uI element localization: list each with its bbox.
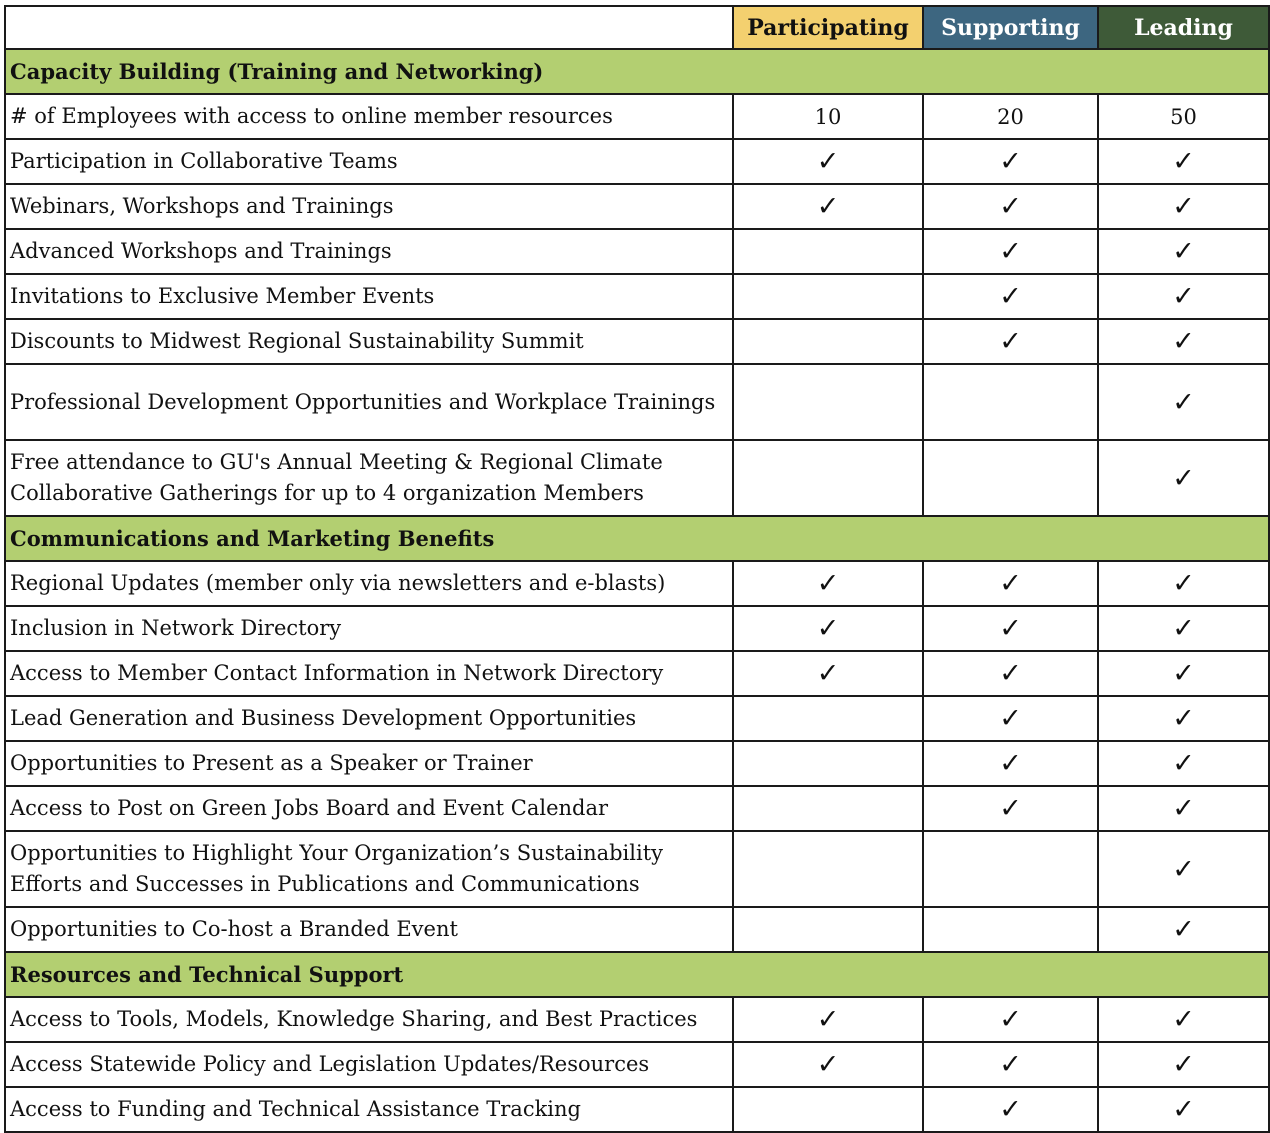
tier-header-row [5,6,1269,49]
header-blank-cell [5,6,733,49]
checkmark-icon: ✓ [816,191,840,222]
checkmark-icon: ✓ [999,326,1022,357]
benefit-label: Opportunities to Co-host a Branded Event [5,907,733,952]
checkmark-icon: ✓ [999,613,1022,644]
tier-cell-supporting [923,1087,1098,1132]
checkmark-icon: ✓ [1172,568,1195,599]
section-title: Communications and Marketing Benefits [5,516,1269,561]
checkmark-icon: ✓ [1172,462,1195,494]
tier-cell-leading [1098,696,1269,741]
checkmark-icon: ✓ [1172,236,1195,267]
benefit-row [5,561,1269,606]
checkmark-icon: ✓ [999,281,1022,312]
checkmark-icon: ✓ [1172,793,1195,824]
tier-cell-leading [1098,786,1269,831]
checkmark-icon: ✓ [816,1049,840,1080]
tier-cell-leading [1098,651,1269,696]
benefits-table-wrapper [4,5,1270,1133]
tier-cell-participating-empty [733,1087,923,1132]
checkmark-icon: ✓ [999,658,1022,689]
checkmark-icon: ✓ [999,568,1022,599]
benefit-label: Inclusion in Network Directory [5,606,733,651]
benefit-row [5,786,1269,831]
checkmark-icon: ✓ [999,146,1022,177]
tier-cell-leading [1098,274,1269,319]
checkmark-icon: ✓ [1172,1049,1195,1080]
tier-cell-supporting-value: 20 [923,94,1098,139]
section-header-row [5,49,1269,94]
benefit-label: Access to Member Contact Information in Network Directory [5,651,733,696]
benefit-row [5,364,1269,440]
checkmark-icon: ✓ [1172,386,1195,418]
benefit-label: Access to Tools, Models, Knowledge Sharing, and Best Practices [5,997,733,1042]
benefit-row [5,1087,1269,1132]
tier-cell-leading [1098,364,1269,440]
checkmark-icon: ✓ [1172,1004,1195,1035]
tier-cell-leading [1098,606,1269,651]
tier-cell-participating [733,606,923,651]
checkmark-icon: ✓ [816,568,840,599]
tier-cell-participating-empty [733,440,923,516]
checkmark-icon: ✓ [999,703,1022,734]
checkmark-icon: ✓ [999,191,1022,222]
tier-cell-supporting-empty [923,364,1098,440]
tier-cell-leading [1098,741,1269,786]
checkmark-icon: ✓ [999,793,1022,824]
tier-cell-participating-empty [733,907,923,952]
checkmark-icon: ✓ [816,613,840,644]
benefit-label: Discounts to Midwest Regional Sustainability Summit [5,319,733,364]
benefit-label: Opportunities to Highlight Your Organization’s Sustainability Efforts and Successes in Publications and Communications [5,831,733,907]
benefit-label: Lead Generation and Business Development Opportunities [5,696,733,741]
benefit-row [5,1042,1269,1087]
checkmark-icon: ✓ [1172,613,1195,644]
benefit-label: Access Statewide Policy and Legislation Updates/Resources [5,1042,733,1087]
benefit-label: Advanced Workshops and Trainings [5,229,733,274]
benefit-label: # of Employees with access to online member resources [5,94,733,139]
tier-cell-supporting [923,741,1098,786]
checkmark-icon: ✓ [816,146,840,177]
tier-cell-supporting [923,1042,1098,1087]
tier-cell-leading [1098,319,1269,364]
tier-cell-participating-value: 10 [733,94,923,139]
tier-cell-leading-value: 50 [1098,94,1269,139]
tier-cell-participating-empty [733,364,923,440]
benefits-table-body [5,49,1269,1132]
tier-cell-leading [1098,561,1269,606]
tier-cell-supporting [923,319,1098,364]
tier-cell-participating [733,184,923,229]
checkmark-icon: ✓ [1172,914,1195,945]
checkmark-icon: ✓ [1172,703,1195,734]
benefit-row [5,741,1269,786]
checkmark-icon: ✓ [1172,191,1195,222]
tier-cell-leading [1098,229,1269,274]
tier-cell-participating-empty [733,831,923,907]
tier-cell-participating-empty [733,741,923,786]
tier-cell-participating-empty [733,696,923,741]
tier-cell-supporting [923,786,1098,831]
benefit-row [5,997,1269,1042]
benefit-label: Free attendance to GU's Annual Meeting & Regional Climate Collaborative Gatherings for up to 4 organization Members [5,440,733,516]
benefit-label: Participation in Collaborative Teams [5,139,733,184]
benefit-label: Webinars, Workshops and Trainings [5,184,733,229]
benefit-row [5,94,1269,139]
benefit-label: Invitations to Exclusive Member Events [5,274,733,319]
tier-cell-leading [1098,907,1269,952]
checkmark-icon: ✓ [1172,146,1195,177]
benefit-row [5,319,1269,364]
tier-cell-leading [1098,1087,1269,1132]
tier-cell-supporting-empty [923,907,1098,952]
membership-benefits-table [4,5,1270,1133]
checkmark-icon: ✓ [1172,281,1195,312]
checkmark-icon: ✓ [1172,1094,1195,1125]
section-header-row [5,952,1269,997]
benefit-label: Professional Development Opportunities and Workplace Trainings [5,364,733,440]
tier-cell-supporting [923,139,1098,184]
checkmark-icon: ✓ [999,1094,1022,1125]
benefit-row [5,274,1269,319]
section-header-row [5,516,1269,561]
checkmark-icon: ✓ [816,658,840,689]
section-title: Capacity Building (Training and Networking) [5,49,1269,94]
checkmark-icon: ✓ [1172,658,1195,689]
tier-cell-leading [1098,1042,1269,1087]
tier-cell-supporting [923,184,1098,229]
section-title: Resources and Technical Support [5,952,1269,997]
checkmark-icon: ✓ [999,236,1022,267]
benefit-label: Access to Funding and Technical Assistance Tracking [5,1087,733,1132]
tier-cell-leading [1098,184,1269,229]
checkmark-icon: ✓ [999,1049,1022,1080]
tier-cell-supporting [923,561,1098,606]
tier-cell-participating [733,561,923,606]
checkmark-icon: ✓ [816,1004,840,1035]
tier-cell-supporting [923,274,1098,319]
benefit-row [5,606,1269,651]
benefit-row [5,184,1269,229]
benefit-row [5,831,1269,907]
tier-header-leading: Leading [1098,6,1269,49]
tier-cell-supporting [923,696,1098,741]
benefit-label: Access to Post on Green Jobs Board and Event Calendar [5,786,733,831]
checkmark-icon: ✓ [1172,853,1195,885]
tier-cell-leading [1098,139,1269,184]
benefit-label: Regional Updates (member only via newsletters and e-blasts) [5,561,733,606]
tier-cell-supporting [923,229,1098,274]
benefit-row [5,139,1269,184]
checkmark-icon: ✓ [999,1004,1022,1035]
tier-header-participating: Participating [733,6,923,49]
checkmark-icon: ✓ [1172,326,1195,357]
tier-cell-participating [733,1042,923,1087]
checkmark-icon: ✓ [1172,748,1195,779]
tier-cell-participating [733,139,923,184]
benefit-row [5,696,1269,741]
tier-cell-supporting-empty [923,831,1098,907]
tier-cell-supporting-empty [923,440,1098,516]
tier-cell-participating-empty [733,786,923,831]
tier-cell-participating [733,651,923,696]
benefit-row [5,651,1269,696]
tier-cell-participating-empty [733,229,923,274]
benefit-row [5,229,1269,274]
tier-cell-supporting [923,651,1098,696]
tier-cell-leading [1098,440,1269,516]
tier-cell-leading [1098,831,1269,907]
tier-cell-supporting [923,997,1098,1042]
tier-cell-participating-empty [733,274,923,319]
checkmark-icon: ✓ [999,748,1022,779]
tier-cell-leading [1098,997,1269,1042]
tier-header-supporting: Supporting [923,6,1098,49]
tier-cell-participating-empty [733,319,923,364]
benefit-label: Opportunities to Present as a Speaker or Trainer [5,741,733,786]
benefit-row [5,907,1269,952]
tier-cell-participating [733,997,923,1042]
benefit-row [5,440,1269,516]
tier-cell-supporting [923,606,1098,651]
